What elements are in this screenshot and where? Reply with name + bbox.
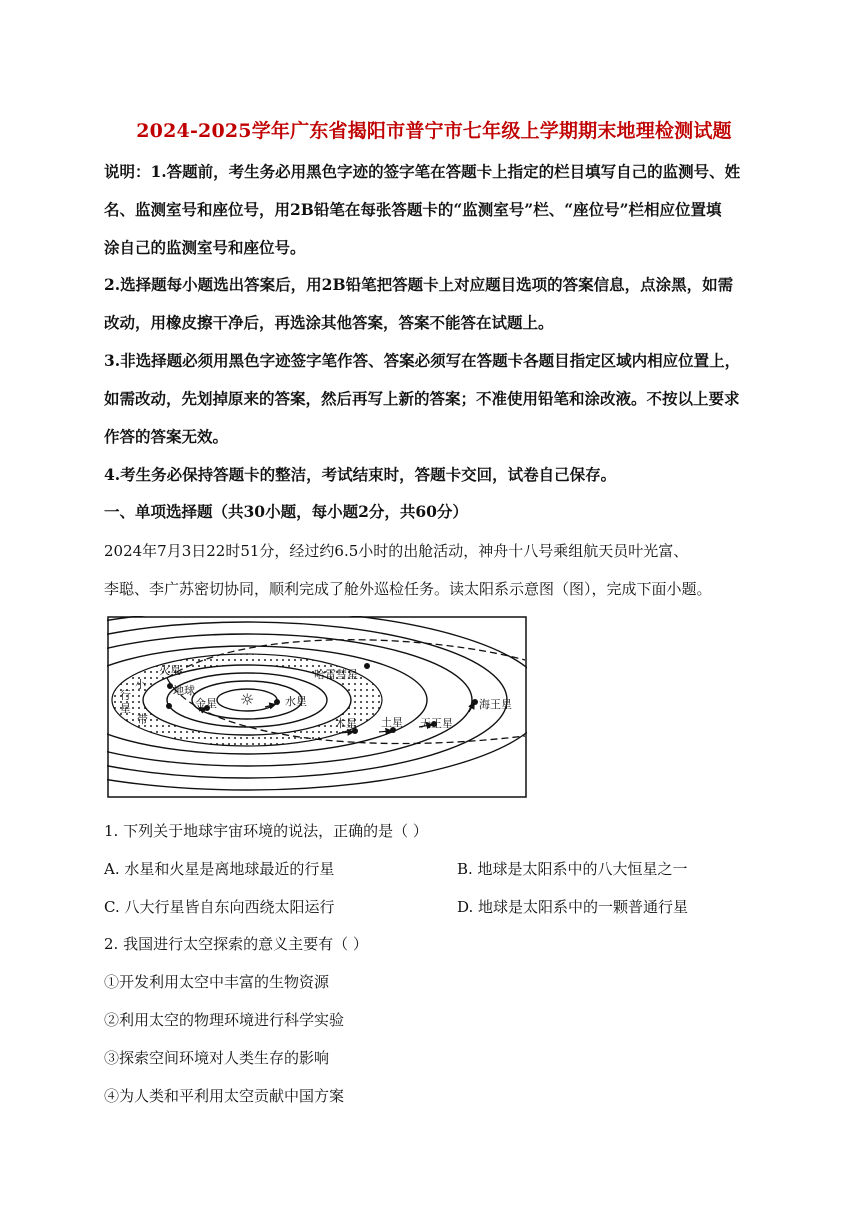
halley-marker: [364, 663, 370, 669]
label-uranus: 天王星: [420, 717, 453, 730]
solar-system-diagram: [107, 616, 527, 798]
label-xing2: 星: [120, 702, 131, 715]
label-venus: 金星: [195, 697, 217, 710]
instruction-line: 3.非选择题必须用黑色字迹签字笔作答、答案必须写在答题卡各题目指定区域内相应位置上，: [104, 351, 741, 370]
q1-option-b[interactable]: B. 地球是太阳系中的八大恒星之一: [457, 860, 688, 878]
question-1-stem: 1. 下列关于地球宇宙环境的说法，正确的是（ ）: [104, 822, 428, 840]
label-mercury: 水星: [285, 695, 307, 708]
label-earth: 地球: [173, 684, 195, 697]
q1-option-d[interactable]: D. 地球是太阳系中的一颗普通行星: [457, 898, 689, 916]
label-neptune: 海王星: [479, 698, 512, 711]
label-xiao: 小: [135, 678, 146, 691]
instruction-line: 2.选择题每小题选出答案后，用2B铅笔把答题卡上对应题目选项的答案信息，点涂黑，如需: [104, 275, 734, 294]
label-saturn: 土星: [381, 716, 403, 729]
intro-line: 2024年7月3日22时51分，经过约6.5小时的出舱活动，神舟十八号乘组航天员叶光富、: [104, 542, 689, 560]
mercury-marker: [274, 699, 280, 705]
instruction-line: 名、监测室号和座位号，用2B铅笔在每张答题卡的“监测室号”栏、“座位号”栏相应位置填: [104, 200, 722, 219]
neptune-marker: [472, 699, 478, 705]
q2-item: ④为人类和平利用太空贡献中国方案: [104, 1087, 345, 1105]
q2-item: ③探索空间环境对人类生存的影响: [104, 1049, 330, 1067]
instruction-line: 4.考生务必保持答题卡的整洁，考试结束时，答题卡交回，试卷自己保存。: [104, 465, 617, 484]
question-2-stem: 2. 我国进行太空探索的意义主要有（ ）: [104, 935, 368, 953]
label-mars: 火星: [159, 664, 181, 677]
instruction-line: 改动，用橡皮擦干净后，再选涂其他答案，答案不能答在试题上。: [104, 313, 554, 332]
section-heading: 一、单项选择题（共30小题，每小题2分，共60分）: [104, 502, 468, 521]
q1-option-a[interactable]: A. 水星和火星是离地球最近的行星: [104, 860, 335, 878]
label-xing: 行: [120, 689, 131, 702]
label-jupiter: 木星: [335, 717, 357, 730]
instruction-line: 作答的答案无效。: [104, 427, 229, 446]
q2-item: ①开发利用太空中丰富的生物资源: [104, 973, 330, 991]
sun-icon: ☼: [240, 690, 255, 709]
label-halley: 哈雷彗星: [314, 668, 358, 681]
instruction-line: 如需改动，先划掉原来的答案，然后再写上新的答案；不准使用铅笔和涂改液。不按以上要求: [104, 389, 740, 408]
earth-marker: [166, 703, 172, 709]
document-title: 2024-2025学年广东省揭阳市普宁市七年级上学期期末地理检测试题: [136, 120, 732, 142]
intro-line: 李聪、李广苏密切协同，顺利完成了舱外巡检任务。读太阳系示意图（图），完成下面小题。: [104, 580, 712, 598]
instruction-line: 涂自己的监测室号和座位号。: [104, 238, 306, 257]
q1-option-c[interactable]: C. 八大行星皆自东向西绕太阳运行: [104, 898, 335, 916]
label-dai: 带: [137, 713, 148, 726]
instruction-line: 说明：1.答题前，考生务必用黑色字迹的签字笔在答题卡上指定的栏目填写自己的监测号、姓: [104, 162, 741, 181]
q2-item: ②利用太空的物理环境进行科学实验: [104, 1011, 345, 1029]
